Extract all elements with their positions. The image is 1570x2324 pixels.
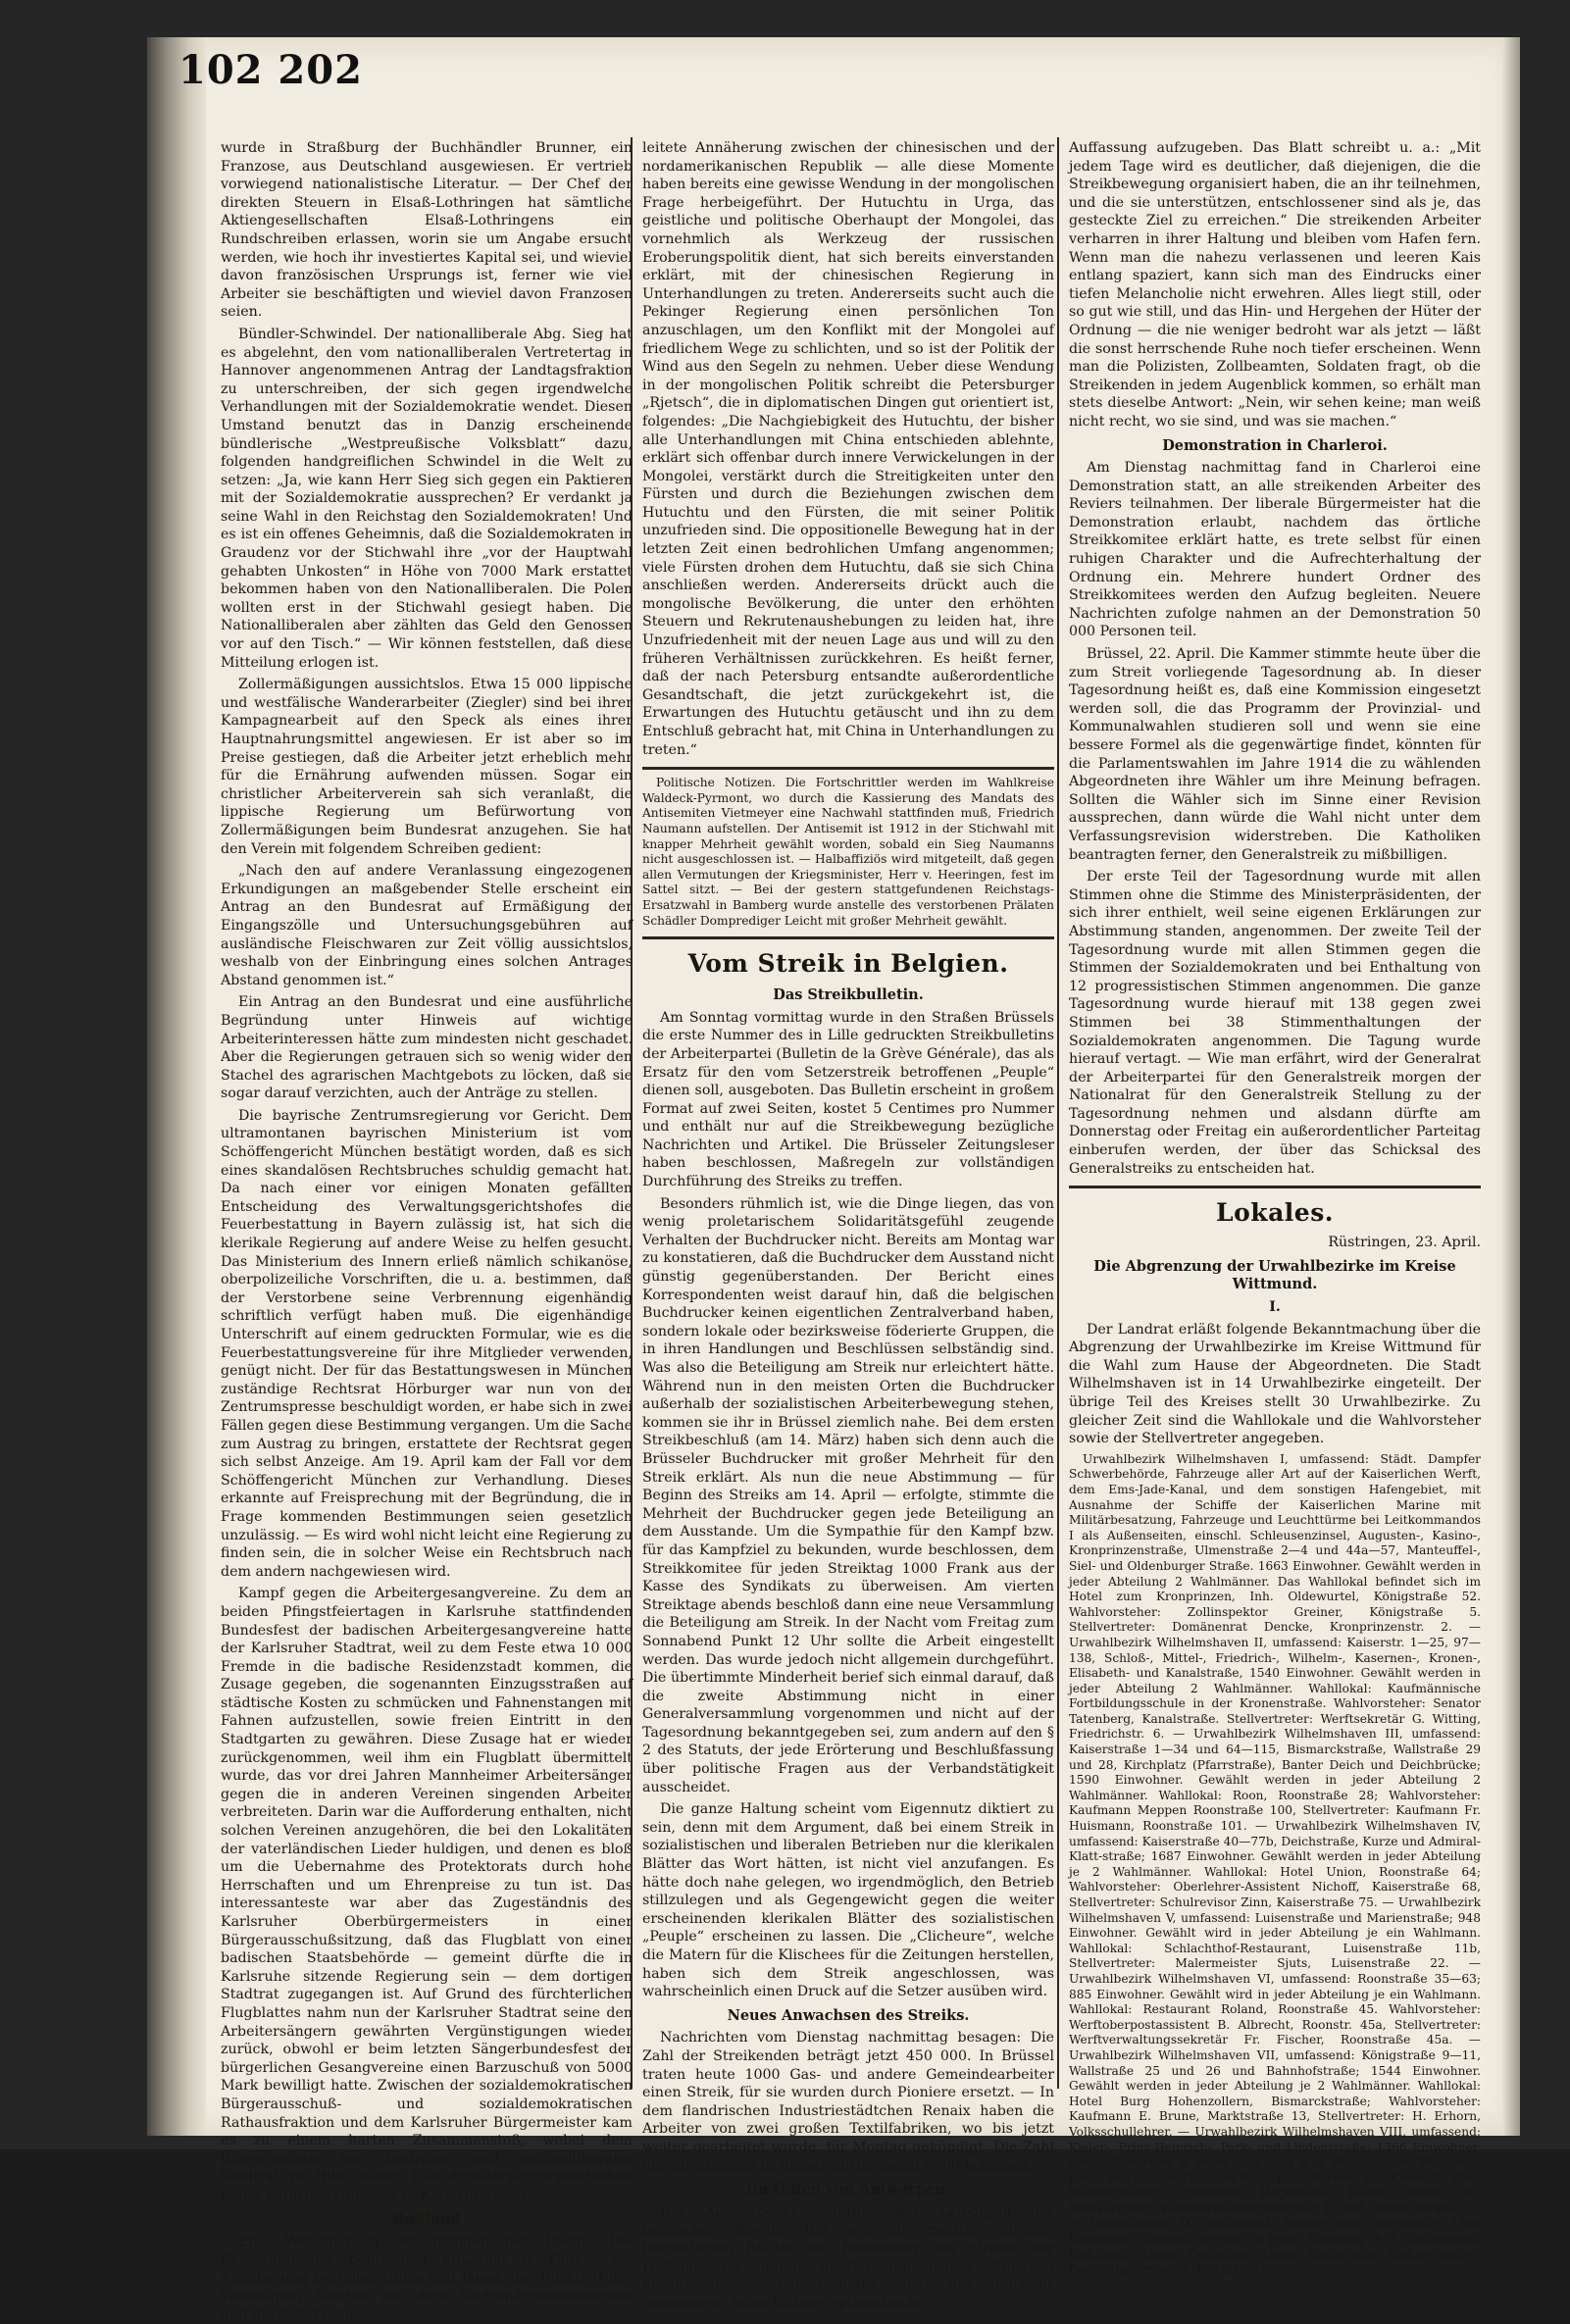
section-heading: Rußland	[392, 2210, 461, 2228]
column-3	[1069, 139, 1481, 2277]
column-rule	[1057, 137, 1059, 2089]
subheading: Das Streikbulletin.	[773, 986, 924, 1004]
article-paragraph: Nachrichten vom Dienstag nachmittag besagen: Die Zahl der Streikenden beträgt jetzt 450 000. In Brüssel traten heute 1000 Gas- und andere Gemeindearbeiter einen Streik, für sie wurden durch Pioniere ersetzt. — In dem flandrischen Industriestädtchen Renaix haben die Arbeiter von zwei großen Textilfabriken, wo bis jetzt weiter gearbeitet wurde, für Montag gekündigt. Die Zahl der Streikenden in Renaix dürfte damit 6000 betragen.	[642, 2030, 1054, 2174]
subheading: Neues Anwachsen des Streiks.	[727, 2006, 970, 2024]
article-paragraph: Auffassung aufzugeben. Das Blatt schreibt u. a.: „Mit jedem Tage wird es deutlicher, daß diejenigen, die die Streikbewegung organisiert haben, die an ihr teilnehmen, und die sie unterstützen, entschlossener sind als je, das gesteckte Ziel zu erreichen.“ Die streikenden Arbeiter verharren in ihrer Haltung und bleiben vom Hafen fern. Wenn man die nahezu verlassenen und leeren Kais entlang spaziert, kann sich man des Eindrucks einer tiefen Melancholie nicht erwehren. Alles liegt still, oder so gut wie still, und das Hin- und Hergehen der Hüter der Ordnung — die nie weniger bedroht war als jetzt — läßt die sonst herrschende Ruhe noch tiefer erscheinen. Wenn man die Polizisten, Zollbeamten, Soldaten fragt, ob die Streikenden in jedem Augenblick kommen, so erhält man stets dieselbe Antwort: „Nein, wir sehen keine; man weiß nicht recht, wo sie sind, und was sie machen.“	[1069, 140, 1481, 429]
article-paragraph: Die bayrische Zentrumsregierung vor Gericht. Dem ultramontanen bayrischen Ministerium ist vom Schöffengericht München bestätigt worden, daß es sich eines skandalösen Rechtsbruches schuldig gemacht hat. Da nach einer vor einigen Monaten gefällten Entscheidung des Verwaltungsgerichtshofes die Feuerbestattung in Bayern zulässig ist, hat sich die klerikale Regierung auf andere Weise zu helfen gesucht. Das Ministerium des Innern erließ nämlich schikanöse, oberpolizeiliche Vorschriften, die u. a. bestimmen, daß der Verstorbene seine Verbrennung eigenhändig schriftlich verfügt haben muß. Die eigenhändige Unterschrift auf einem gedruckten Formular, wie es die Feuerbestattungsvereine für ihre Mitglieder verwenden, genügt nicht. Der für das Bestattungswesen in München zuständige Rechtsrat Hörburger war nun von der Zentrumspresse beschuldigt worden, er habe sich in zwei Fällen gegen diese Bestimmung vergangen. Um die Sache zum Austrag zu bringen, erstattete der Rechtsrat gegen sich selbst Anzeige. Am 19. April kam der Fall vor dem Schöffengericht München zur Verhandlung. Dieses erkannte auf Freisprechung mit der Begründung, die in Frage kommenden Bestimmungen seien gesetzlich unzulässig. — Es wird wohl nicht leicht eine Regierung zu finden sein, die in solcher Weise ein Rechtsbruch nach dem andern nachgewiesen wird.	[221, 1107, 633, 1580]
article-paragraph: Ein Antrag an den Bundesrat und eine ausführliche Begründung unter Hinweis auf wichtige Arbeiterinteressen hätte zum mindesten nicht geschadet. Aber die Regierungen getrauen sich so wenig wider den Stachel des agrarischen Machtgebots zu löcken, daß sie sogar darauf verzichten, auch der Anträge zu stellen.	[221, 994, 633, 1102]
section-headline: Lokales.	[1216, 1198, 1334, 1228]
article-paragraph: Besonders rühmlich ist, wie die Dinge liegen, das von wenig proletarischem Solidaritätsgefühl zeugende Verhalten der Buchdrucker nicht. Bereits am Montag war zu konstatieren, daß die Buchdrucker dem Ausstand nicht günstig gegenüberstanden. Der Bericht eines Korrespondenten weist darauf hin, daß die belgischen Buchdrucker keinen eigentlichen Zentralverband haben, sondern lokale oder bezirksweise föderierte Gruppen, die in ihren Handlungen und Beschlüssen selbständig sind. Was also die Beteiligung am Streik nur erleichtert hätte. Während nun in den meisten Orten die Buchdrucker außerhalb der sozialistischen Arbeiterbewegung stehen, kommen sie ihr in Brüssel ziemlich nahe. Bei dem ersten Streikbeschluß (am 14. März) haben sich denn auch die Brüsseler Buchdrucker mit großer Mehrheit für den Streik erklärt. Als nun die neue Abstimmung — für Beginn des Streiks am 14. April — erfolgte, stimmte die Mehrheit der Buchdrucker gegen jede Beteiligung an dem Ausstande. Um die Sympathie für den Kampf bzw. für das Kampfziel zu bekunden, wurde beschlossen, dem Streikkomitee für jeden Streiktag 1000 Frank aus der Kasse des Syndikats zu überweisen. Am vierten Streiktage abends beschloß dann eine neue Versammlung die Beteiligung am Streik. In der Nacht vom Freitag zum Sonnabend Punkt 12 Uhr sollte die Arbeit eingestellt werden. Das wurde jedoch nicht allgemein durchgeführt. Die übertimmte Minderheit berief sich einmal darauf, daß die zweite Abstimmung nicht in einer Generalversammlung vorgenommen und nicht auf der Tagesordnung bekanntgegeben sei, zum andern auf den § 2 des Statuts, der jede Erörterung und Beschlußfassung über politische Fragen aus der Verbandstätigkeit ausscheidet.	[642, 1195, 1054, 1795]
article-paragraph: Am Dienstag nachmittag fand in Charleroi eine Demonstration statt, an alle streikenden Arbeiter des Reviers teilnahmen. Der liberale Bürgermeister hat die Demonstration erlaubt, nachdem das örtliche Streikkomitee erklärt hatte, es trete selbst für einen ruhigen Charakter und die Aufrechterhaltung der Ordnung ein. Mehrere hundert Ordner des Streikkomitees werden den Aufzug begleiten. Neuere Nachrichten zufolge nahmen an der Demonstration 50 000 Personen teil.	[1069, 460, 1481, 640]
article-paragraph: Der Landrat erläßt folgende Bekanntmachung über die Abgrenzung der Urwahlbezirke im Kreise Wittmund für die Wahl zum Hause der Abgeordneten. Die Stadt Wilhelmshaven ist in 14 Urwahlbezirke eingeteilt. Der übrige Teil des Kreises stellt 30 Urwahlbezirke. Zu gleicher Zeit sind die Wahllokale und die Wahlvorsteher sowie der Stellvertreter angegeben.	[1069, 1321, 1481, 1447]
article-paragraph: Bündler-Schwindel. Der nationalliberale Abg. Sieg hat es abgelehnt, den vom nationalliberalen Vertretertag in Hannover angenommenen Antrag der Landtagsfraktion zu unterschreiben, der sich gegen irgendwelche Verhandlungen mit der Sozialdemokratie wendet. Diesen Umstand benutzt das in Danzig erscheinende bündlerische „Westpreußische Volksblatt“ dazu, folgenden handgreiflichen Schwindel in die Welt zu setzen: „Ja, wie kann Herr Sieg sich gegen ein Paktieren mit der Sozialdemokratie aussprechen? Er verdankt ja seine Wahl in den Reichstag den Sozialdemokraten! Und es ist ein offenes Geheimnis, daß die Sozialdemokraten in Graudenz vor der Stichwahl ihre „vor der Hauptwahl gehabten Unkosten“ in Höhe von 7000 Mark erstattet bekommen haben von den Nationalliberalen. Die Polen wollten erst in der Stichwahl gesiegt haben. Die Nationalliberalen aber zählten das Geld den Genossen vor auf den Tisch.“ — Wir können feststellen, daß diese Mitteilung erlogen ist.	[221, 326, 633, 671]
page-edge	[1502, 37, 1520, 2136]
subheading: Die Abgrenzung der Urwahlbezirke im Kreise Wittmund.	[1093, 1257, 1456, 1293]
section-rule	[1069, 1186, 1481, 1188]
article-paragraph: Die ganze Haltung scheint vom Eigennutz diktiert zu sein, denn mit dem Argument, daß bei einem Streik in sozialistischen und liberalen Betrieben nur die klerikalen Blätter das Wort hätten, ist nicht viel anzufangen. Es hätte doch nahe gelegen, wo irgendmöglich, den Betrieb stillzulegen und als Gegengewicht gegen die weiter erscheinenden klerikalen Blätter des sozialistischen „Peuple“ erscheinen zu lassen. Die „Clicheure“, welche die Matern für die Klischees für die Zeitungen herstellen, haben sich dem Streik angeschlossen, was wahrscheinlich einen Druck auf die Setzer ausüben wird.	[642, 1801, 1054, 2000]
article-paragraph: Eine Wendung in der mongolischen Politik. Die Besserung der politischen Situation in China, die Annäherung zwischen China und Japan, der Rücktritt der Vereinigten Staaten von dem Sechsmächtekonsortium und die damit einge-	[221, 2234, 633, 2323]
page-number: 102 202	[178, 47, 363, 93]
section-headline: Vom Streik in Belgien.	[687, 949, 1009, 979]
subheading: Im Hafen von Antwerpen.	[746, 2181, 950, 2198]
column-2	[642, 139, 1054, 2311]
article-paragraph: Zollermäßigungen aussichtslos. Etwa 15 000 lippische und westfälische Wanderarbeiter (Ziegler) sind bei ihrer Kampagnearbeit auf den Speck als eines ihrer Hauptnahrungsmittel angewiesen. Er ist aber so im Preise gestiegen, daß die Arbeiter jetzt erheblich mehr für die Ernährung aufwenden müssen. Sogar ein christlicher Arbeiterverein sah sich veranlaßt, die lippische Regierung um Befürwortung von Zollermäßigungen beim Bundesrat anzugehen. Sie hat den Verein mit folgendem Schreiben gedient:	[221, 677, 633, 857]
part-number: I.	[1269, 1299, 1281, 1316]
section-rule	[642, 767, 1054, 770]
section-rule	[642, 936, 1054, 939]
district-paragraph: Urwahlbezirk Wilhelmshaven I, umfassend: Städt. Dampfer Schwerbehörde, Fahrzeuge aller Art auf der Kaiserlichen Werft, dem Ems-Jade-Kanal, und dem sonstigen Hafengebiet, mit Ausnahme der Schiffe der Kaiserlichen Marine mit Militärbesatzung, Fahrzeuge und Leuchttürme bei Leitkommandos I als Außenseiten, einschl. Schleusenzinsel, Augusten-, Kasino-, Kronprinzenstraße, Ulmenstraße 2—4 und 44a—57, Manteuffel-, Siel- und Oldenburger Straße. 1663 Einwohner. Gewählt werden in jeder Abteilung 2 Wahlmänner. Das Wahllokal befindet sich im Hotel zum Kronprinzen, Inh. Oldewurtel, Königstraße 52. Wahlvorsteher: Zollinspektor Greiner, Königstraße 5. Stellvertreter: Domänenrat Dencke, Kronprinzenstr. 2. — Urwahlbezirk Wilhelmshaven II, umfassend: Kaiserstr. 1—25, 97—138, Schloß-, Mittel-, Friedrich-, Wilhelm-, Kasernen-, Kronen-, Elisabeth- und Kanalstraße, 1540 Einwohner. Gewählt werden in jeder Abteilung 2 Wahlmänner. Wahllokal: Kaufmännische Fortbildungsschule in der Kronenstraße. Wahlvorsteher: Senator Tatenberg, Kanalstraße. Stellvertreter: Werftsekretär G. Witting, Friedrichstr. 6. — Urwahlbezirk Wilhelmshaven III, umfassend: Kaiserstraße 1—34 und 64—115, Bismarckstraße, Wallstraße 29 und 28, Kirchplatz (Pfarrstraße), Banter Deich und Deichbrücke; 1590 Einwohner. Gewählt werden in jeder Abteilung 2 Wahlmänner. Wahllokal: Roon, Roonstraße 28; Wahlvorsteher: Kaufmann Meppen Roonstraße 100, Stellvertreter: Kaufmann Fr. Huismann, Roonstraße 101. — Urwahlbezirk Wilhelmshaven IV, umfassend: Kaiserstraße 40—77b, Deichstraße, Kurze und Admiral-Klatt-straße; 1687 Einwohner. Gewählt werden in jeder Abteilung je 2 Wahlmänner. Wahllokal: Hotel Union, Roonstraße 64; Wahlvorsteher: Oberlehrer-Assistent Nichoff, Kaiserstraße 68, Stellvertreter: Schulrevisor Zinn, Kaiserstraße 75. — Urwahlbezirk Wilhelmshaven V, umfassend: Luisenstraße und Marienstraße; 948 Einwohner. Gewählt wird in jeder Abteilung je ein Wahlmann. Wahllokal: Schlachthof-Restaurant, Luisenstraße 11b, Stellvertreter: Malermeister Sjuts, Luisenstraße 22. — Urwahlbezirk Wilhelmshaven VI, umfassend: Roonstraße 35—63; 885 Einwohner. Gewählt wird in jeder Abteilung je ein Wahlmann. Wahllokal: Restaurant Roland, Roonstraße 45. Wahlvorsteher: Werftoberpostassistent B. Albrecht, Roonstr. 45a, Stellvertreter: Werftverwaltungssekretär Fr. Fischer, Roonstraße 45a. — Urwahlbezirk Wilhelmshaven VII, umfassend: Königstraße 9—11, Wallstraße 25 und 26 und Bahnhofstraße; 1544 Einwohner. Gewählt werden in jeder Abteilung je 2 Wahlmänner. Wahllokal: Hotel Burg Hohenzollern, Bismarckstraße; Wahlvorsteher: Kaufmann E. Brune, Marktstraße 13, Stellvertreter: H. Erhorn, Volksschullehrer. — Urwahlbezirk Wilhelmshaven VIII, umfassend: Kieler-, Prinz-Heinrich-, Park- und Lindenstraße; 1366 Einwohner. Gewählt werden in jeder Abteilung je 2 Wahlmänner. Wahllokal: Hotel Reichsadler (Inhaber Rohl, Ecke Börsen- und Kieler Straße); Wahlvorsteher: Apotheker Hagemann, Kieler Straße 48, Stellvertreter: Werftverwaltungssekretär E. Kuß, Kieler Straße 62. — Urwahlbezirk IX, umfassend: Börsen- und Peterstraße; 1268 Einwohner. Gewählt werden in jeder Abteilung je 2 Wahlmänner. Wahllokal: Hotel Deutsches Haus, Wallstraße; Wahlvorsteher: Rechnungsrevisor a. D. Falk, Peterstr.	[1069, 1451, 1481, 2277]
district-listing	[1069, 1452, 1481, 2278]
political-notes: Politische Notizen. Die Fortschrittler werden im Wahlkreise Waldeck-Pyrmont, wo durch die Kassierung des Mandats des Antisemiten Vietmeyer eine Nachwahl stattfinden muß, Friedrich Naumann aufstellen. Der Antisemit ist 1912 in der Stichwahl mit knapper Mehrheit gewählt worden, sobald ein Sieg Naumanns nicht ausgeschlossen ist. — Halbaffiziös wird mitgeteilt, daß gegen allen Vermutungen der Kriegsminister, Herr v. Heeringen, fest im Sattel sitzt. — Bei der gestern stattgefundenen Reichstags-Ersatzwahl in Bamberg wurde anstelle des verstorbenen Prälaten Schädler Domprediger Leicht mit großer Mehrheit gewählt.	[642, 776, 1054, 928]
column-1	[221, 139, 633, 2323]
article-paragraph: Brüssel, 22. April. Die Kammer stimmte heute über die zum Streit vorliegende Tagesordnung ab. In dieser Tagesordnung heißt es, daß eine Kommission eingesetzt werden soll, die das Programm der Provinzial- und Kommunalwahlen studieren soll und wenn sie eine bessere Formel als die gegenwärtige findet, könnten für die Parlamentswahlen im Jahre 1914 die zu wählenden Abgeordneten ihre Wähler um ihre Meinung befragen. Sollten die Wähler sich im Sinne einer Revision aussprechen, dann würde die Wahl nicht unter dem Verfassungsrevision widerstreben. Die Katholiken beantragten ferner, den Generalstreik zu mißbilligen.	[1069, 646, 1481, 863]
article-paragraph: leitete Annäherung zwischen der chinesischen und der nordamerikanischen Republik — alle diese Momente haben bereits eine gewisse Wendung in der mongolischen Frage herbeigeführt. Der Hutuchtu in Urga, das geistliche und politische Oberhaupt der Mongolei, das vornehmlich als Werkzeug der russischen Eroberungspolitik dient, hat sich bereits einverstanden erklärt, mit der chinesischen Regierung in Unterhandlungen zu treten. Andererseits sucht auch die Pekinger Regierung einen persönlichen Ton anzuschlagen, um den Konflikt mit der Mongolei auf friedlichem Wege zu schlichten, und so ist der Politik der Wind aus den Segeln zu nehmen. Ueber diese Wendung in der mongolischen Politik schreibt die Petersburger „Rjetsch“, die in diplomatischen Dingen gut orientiert ist, folgendes: „Die Nachgiebigkeit des Hutuchtu, der bisher alle Unterhandlungen mit China entschieden ablehnte, erklärt sich offenbar durch innere Verwickelungen in der Mongolei, verstärkt durch die Streitigkeiten unter den Fürsten und durch die Beziehungen zwischen dem Hutuchtu und den Fürsten, die mit seiner Politik unzufrieden sind. Die oppositionelle Bewegung hat in der letzten Zeit einen bedrohlichen Umfang angenommen; viele Fürsten drohen dem Hutuchtu, daß sie sich China anschließen werden. Andererseits drückt auch die mongolische Bevölkerung, die unter den erhöhten Steuern und Rekrutenaushebungen zu leiden hat, ihre Unzufriedenheit mit der neuen Lage aus und will zu den früheren Verhältnissen zurückkehren. Es heißt ferner, daß der nach Petersburg entsandte außerordentliche Gesandtschaft, die jetzt zurückgekehrt ist, die Erwartungen des Hutuchtu getäuscht und ihn zu dem Entschluß gebracht hat, mit China in Unterhandlungen zu treten.“	[642, 140, 1054, 758]
subheading: Demonstration in Charleroi.	[1162, 436, 1388, 454]
article-paragraph: Am Sonntag vormittag wurde in den Straßen Brüssels die erste Nummer des in Lille gedruckten Streikbulletins der Arbeiterpartei (Bulletin de la Grève Générale), das als Ersatz für den vom Setzerstreik betroffenen „Peuple“ dienen soll, ausgeboten. Das Bulletin erscheint in großem Format auf zwei Seiten, kostet 5 Centimes pro Nummer und enthält nur auf die Streikbewegung bezügliche Nachrichten und Artikel. Die Brüsseler Zeitungsleser haben beschlossen, Maßregeln zur vollständigen Durchführung des Streiks zu treffen.	[642, 1009, 1054, 1190]
article-paragraph: wurde in Straßburg der Buchhändler Brunner, ein Franzose, aus Deutschland ausgewiesen. Er vertrieb vorwiegend nationalistische Literatur. — Der Chef der direkten Steuern in Elsaß-Lothringen hat sämtliche Aktiengesellschaften Elsaß-Lothringens ein Rundschreiben erlassen, worin sie um Angabe ersucht werden, wie hoch ihr investiertes Kapital sei, und wieviel davon französischen Ursprungs ist, ferner wie viel Arbeiter sie beschäftigten und wieviel davon Franzosen seien.	[221, 140, 633, 321]
notes-block	[642, 776, 1054, 929]
binding-gutter	[147, 37, 206, 2136]
article-paragraph: Kampf gegen die Arbeitergesangvereine. Zu dem an beiden Pfingstfeiertagen in Karlsruhe stattfindenden Bundesfest der badischen Arbeitergesangvereine hatte der Karlsruher Stadtrat, weil zu dem Feste etwa 10 000 Fremde in die badische Residenzstadt kommen, die Zusage gegeben, die sogenannten Einzugsstraßen auf städtische Kosten zu schmücken und Fahnenstangen mit Fahnen aufzustellen, sowie freien Eintritt in den Stadtgarten zu gewähren. Diese Zusage hat er wieder zurückgenommen, weil ihm ein Flugblatt übermittelt wurde, das vor drei Jahren Mannheimer Arbeitersänger gegen die in anderen Vereinen singenden Arbeiter verbreiteten. Darin war die Aufforderung enthalten, nicht solchen Vereinen anzugehören, die bei den Lokalitäten der vaterländischen Lieder huldigen, und denen es bloß um die Uebernahme des Protektorats durch hohe Herrschaften und um Ehrenpreise zu tun ist. Das interessanteste war aber das Zugeständnis des Karlsruher Oberbürgermeisters in einer Bürgerausschußsitzung, daß das Flugblatt von einer badischen Staatsbehörde — gemeint dürfte die in Karlsruhe sitzende Regierung sein — dem dortigen Stadtrat zugegangen ist. Auf Grund des fürchterlichen Flugblattes nahm nun der Karlsruher Stadtrat seine den Arbeitersängern gewährten Vergünstigungen wieder zurück, obwohl er beim letzten Sängerbundesfest der bürgerlichen Gesangvereine einen Barzuschuß von 5000 Mark bewilligt hatte. Zwischen der sozialdemokratischen Bürgerausschuß- und sozialdemokratischen Rathausfraktion und dem Karlsruher Bürgermeister kam es zu einem harten Zusammenstoß, wobei dem Bürgermeister von Zentrums- und nationalliberaler Stadtrat zu Hilfe eilten. Das Arbeitersängerbundesfest findet natürlich trotzdem in Karlsruhe statt.	[221, 1586, 633, 2203]
dateline: Rüstringen, 23. April.	[1328, 1235, 1481, 1251]
article-paragraph: Der erste Teil der Tagesordnung wurde mit allen Stimmen ohne die Stimme des Ministerpräsidenten, der sich ihrer enthielt, weil seine eigenen Erklärungen zur Abstimmung standen, angenommen. Der zweite Teil der Tagesordnung wurde mit allen Stimmen gegen die Stimmen der Sozialdemokraten und bei Enthaltung von 12 progressistischen Stimmen angenommen. Die ganze Tagesordnung wurde hierauf mit 138 gegen zwei Stimmen bei 38 Stimmenthaltungen der Sozialdemokraten angenommen. Die Tagung wurde hierauf vertagt. — Wie man erfährt, wird der Generalrat der Arbeiterpartei für den Generalstreik morgen der Nationalrat für den Generalstreik Stellung zu der Tagesordnung nehmen und alsdann dürfte am Donnerstag oder Freitag ein außerordentlicher Parteitag einberufen werden, der über das Schicksal des Generalstreiks zu entscheiden hat.	[1069, 869, 1481, 1177]
article-paragraph: Der Antwerpener „Matin“, das Leiborgan der belgischen Reeder, der wie die meisten übrigen bürgerlichen Blätter die Bedeutung des Streiks der Hafenarbeiter durch allerlei tendenziöse Angaben herabzusetzen versucht hatte, sieht sich nunmehr gezwungen, seine frühere optimistische	[642, 2203, 1054, 2311]
quoted-letter: „Nach den auf andere Veranlassung eingezogenen Erkundigungen an maßgebender Stelle erscheint ein Antrag an den Bundesrat auf Ermäßigung der Eingangszölle und Untersuchungsgebühren auf ausländische Fleischwaren zur Zeit völlig aussichtslos, weshalb von der Einbringung eines solchen Antrages Abstand genommen ist.“	[221, 863, 633, 988]
